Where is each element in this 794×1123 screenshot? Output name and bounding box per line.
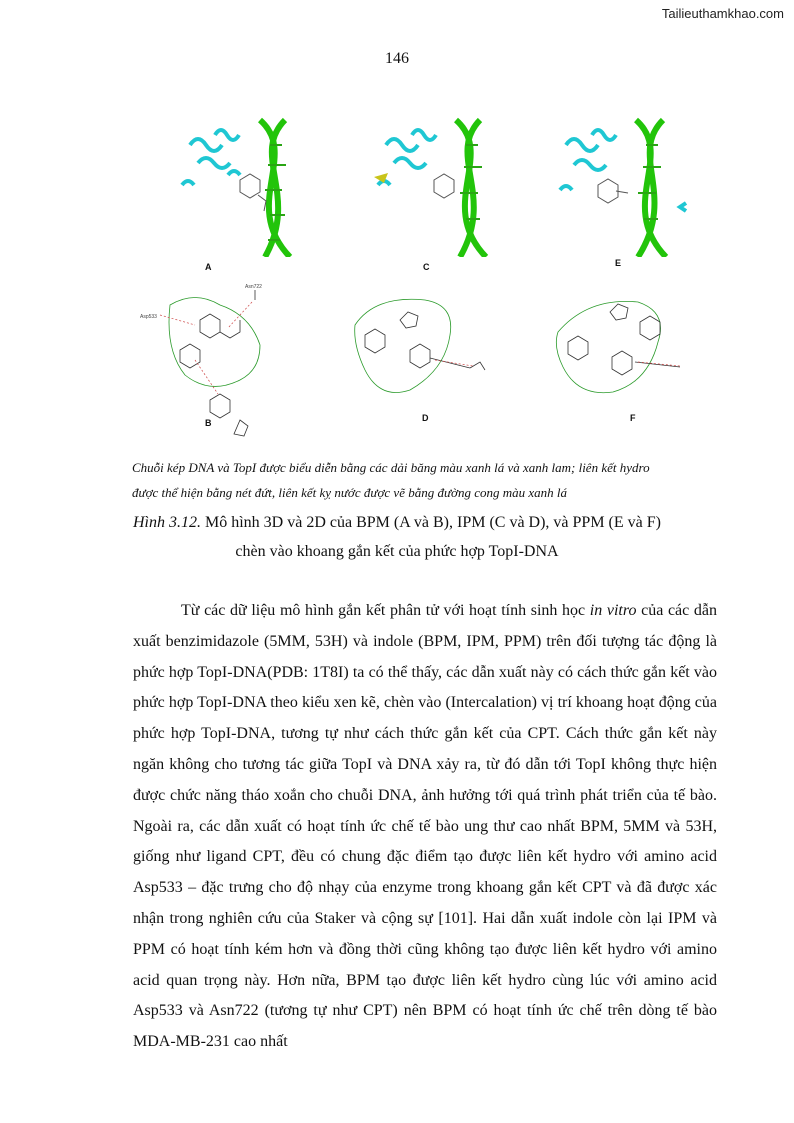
panel-label-c: C: [423, 262, 430, 272]
residue-label-asp533: Asp533: [140, 314, 157, 320]
figure-title-label: Hình 3.12.: [133, 514, 201, 531]
panel-label-f: F: [630, 413, 636, 423]
body-text-rest: của các dẫn xuất benzimidazole (5MM, 53H) và indole (BPM, IPM, PPM) trên đối tượng tác động là phức hợp TopI-DNA(PDB: 1T8I) ta có thể thấy, các dẫn xuất này có cách thức gắn kết vào phức hợp TopI-DNA theo kiểu xen kẽ, chèn vào (Intercalation) vị trí khoang hoạt động của phức hợp TopI-DNA, tương tự như cách thức gắn kết của CPT. Cách thức gắn kết này ngăn không cho tương tác giữa TopI và DNA xảy ra, từ đó dẫn tới TopI không thực hiện được chức năng tháo xoắn cho chuỗi DNA, ảnh hưởng tới quá trình phát triển của tế bào. Ngoài ra, các dẫn xuất có hoạt tính ức chế tế bào ung thư cao nhất BPM, 5MM và 53H, giống như ligand CPT, đều có chung đặc điểm tạo được liên kết hydro với amino acid Asp533 – đặc trưng cho độ nhạy của enzyme trong khoang gắn kết CPT và đã được xác nhận trong nghiên cứu của Staker và cộng sự [101]. Hai dẫn xuất indole còn lại IPM và PPM có hoạt tính kém hơn và đồng thời cũng không tạo được liên kết hydro với amino acid quan trọng này. Hơn nữa, BPM tạo được liên kết hydro cùng lúc với amino acid Asp533 và Asn722 (tương tự như CPT) nên BPM có hoạt tính ức chế trên dòng tế bào MDA-MB-231 cao nhất: [133, 602, 717, 1051]
figure-title-text: Mô hình 3D và 2D của BPM (A và B), IPM (C và D), và PPM (E và F): [205, 514, 661, 531]
panel-a-3d-model: [170, 115, 320, 272]
panel-label-b: B: [205, 418, 212, 428]
body-text-start: Từ các dữ liệu mô hình gắn kết phân tử với hoạt tính sinh học: [181, 602, 590, 619]
body-paragraph: [133, 596, 717, 1058]
page-number: 146: [385, 50, 409, 67]
panel-c-3d-model: [368, 115, 518, 272]
panel-label-a: A: [205, 262, 212, 272]
figure-title-line2: chèn vào khoang gắn kết của phức hợp TopI-DNA: [235, 543, 559, 560]
panel-label-d: D: [422, 413, 429, 423]
body-text-italic: in vitro: [589, 602, 637, 619]
panel-label-e: E: [615, 258, 622, 268]
residue-label-asn722: Asn722: [245, 284, 262, 290]
panel-f-2d-diagram: [550, 292, 720, 423]
figure-title-line1: [0, 508, 794, 537]
panel-d-2d-diagram: [345, 290, 515, 423]
caption-note-line1: Chuỗi kép DNA và TopI được biểu diễn bằng các dải băng màu xanh lá và xanh lam; liên kết hydro: [132, 460, 650, 475]
watermark: Tailieuthamkhao.com: [661, 6, 784, 21]
panel-e-3d-model: [558, 115, 708, 268]
caption-note-line2: được thể hiện bằng nét đứt, liên kết kỵ nước được vẽ bằng đường cong màu xanh lá: [132, 485, 568, 500]
panel-b-2d-diagram: [140, 280, 290, 445]
